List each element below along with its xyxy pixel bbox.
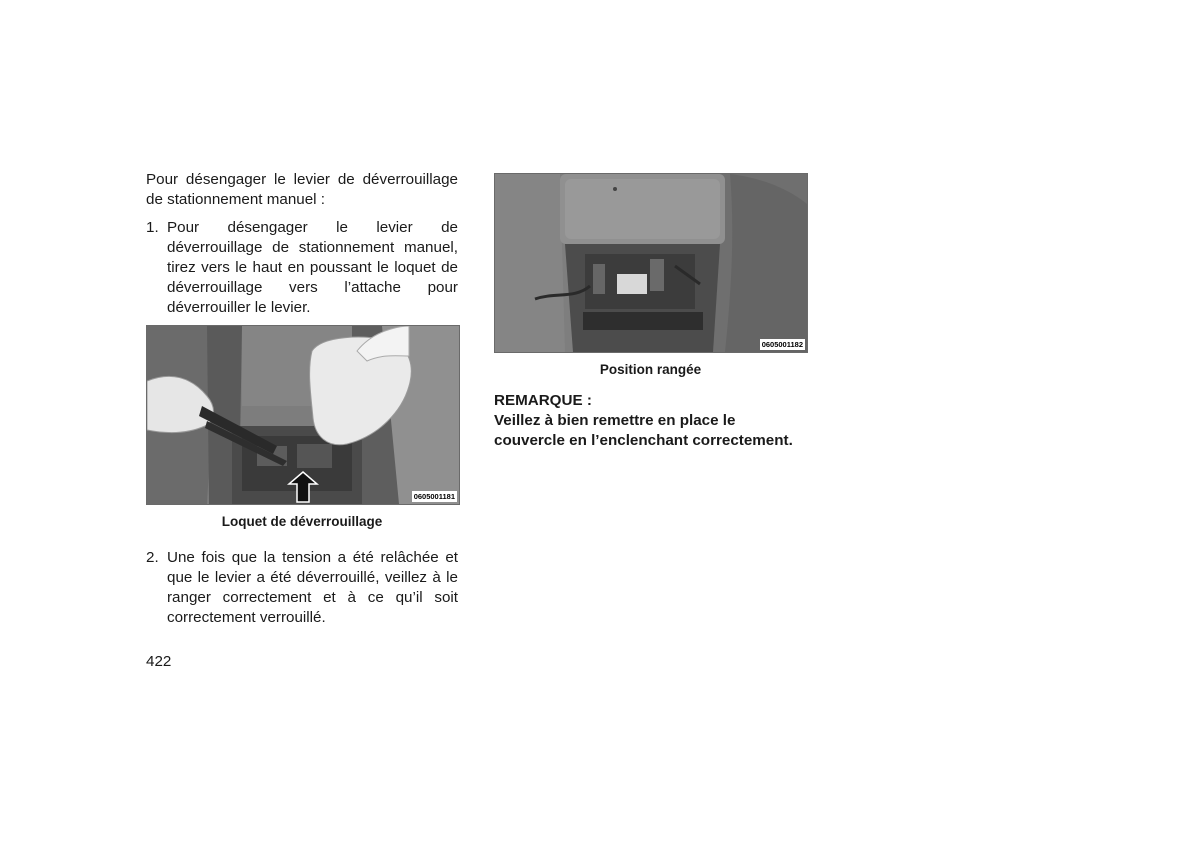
right-column <box>494 173 807 451</box>
figure-caption-left: Loquet de déverrouillage <box>221 514 383 529</box>
stowed-position-illustration <box>495 174 807 352</box>
step-2-number: 2. <box>146 549 159 566</box>
step-1 <box>146 218 458 318</box>
step-1-text: Pour désengager le levier de déverrouillage de stationnement manuel, tirez vers le haut en poussant le loquet de déverrouillage vers l’attache pour déverrouiller le levier. <box>167 219 458 316</box>
note-body: Veillez à bien remettre en place le couvercle en l’enclenchant correctement. <box>494 412 793 449</box>
page-number: 422 <box>146 653 172 670</box>
left-column <box>146 170 458 628</box>
figure-code-right: 0605001182 <box>761 340 803 349</box>
step-2-text: Une fois que la tension a été relâchée et que le levier a été déverrouillé, veillez à le ranger correctement et à ce qu’il soit correctement verrouillé. <box>167 549 458 626</box>
note-title: REMARQUE : <box>494 392 592 409</box>
release-latch-photo <box>146 325 460 505</box>
step-1-number: 1. <box>146 219 159 236</box>
figure-caption-right: Position rangée <box>599 362 702 377</box>
intro-paragraph: Pour désengager le levier de déverrouillage de stationnement manuel : <box>146 171 458 208</box>
stowed-position-photo <box>494 173 808 353</box>
figure-code-left: 0605001181 <box>413 492 455 501</box>
release-latch-illustration <box>147 326 459 504</box>
step-2 <box>146 548 458 628</box>
